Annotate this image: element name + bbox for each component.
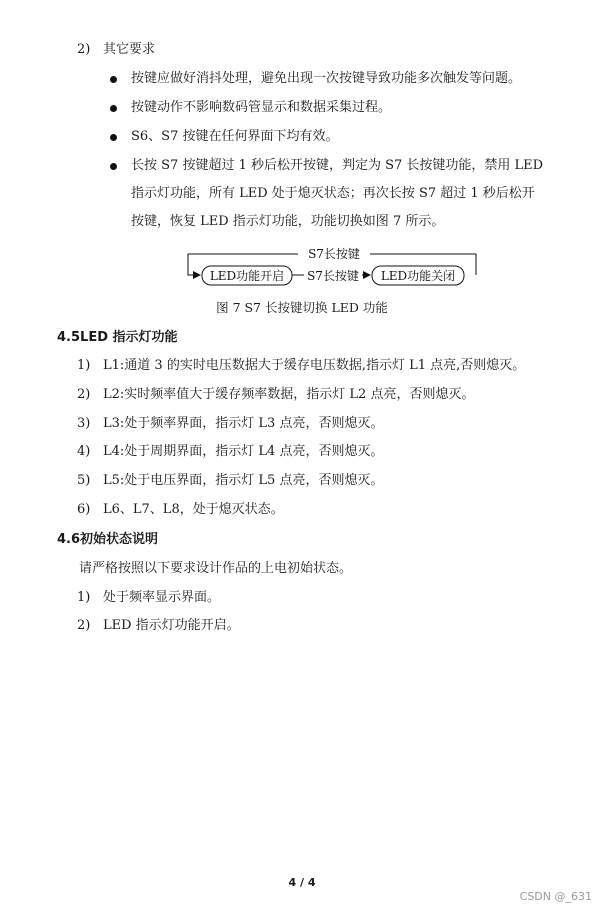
bullet-text: 长按 S7 按键超过 1 秒后松开按键，判定为 S7 长按键功能，禁用 LED — [131, 158, 544, 173]
top-arrow-label: S7长按键 — [308, 247, 360, 261]
middle-arrow-label: S7长按键 — [307, 269, 359, 283]
led-off-state-label: LED功能关闭 — [380, 269, 456, 283]
list-number: 4) — [77, 444, 91, 459]
list-number: 5) — [77, 473, 91, 488]
list-number: 2) — [77, 42, 91, 57]
watermark: CSDN @_631 — [519, 890, 592, 903]
list-item-text: L2:实时频率值大于缓存频率数据，指示灯 L2 点亮，否则熄灭。 — [103, 387, 475, 402]
list-number: 1) — [77, 590, 91, 605]
bullet-text: 按键动作不影响数码管显示和数据采集过程。 — [131, 100, 392, 115]
bullet-dot — [110, 163, 117, 170]
figure-caption: 图 7 S7 长按键切换 LED 功能 — [216, 300, 388, 315]
bullet-text-continued: 指示灯功能，所有 LED 处于熄灭状态；再次长按 S7 超过 1 秒后松开 — [131, 186, 535, 201]
list-item-text: L4:处于周期界面，指示灯 L4 点亮，否则熄灭。 — [103, 444, 384, 459]
section-heading: 4.5LED 指示灯功能 — [57, 330, 178, 345]
subsection-title: 其它要求 — [103, 42, 156, 57]
page-number: 4 / 4 — [288, 876, 316, 889]
bullet-text: 按键应做好消抖处理，避免出现一次按键导致功能多次触发等问题。 — [131, 71, 522, 86]
section-intro: 请严格按照以下要求设计作品的上电初始状态。 — [79, 561, 353, 576]
bullet-text-continued: 按键，恢复 LED 指示灯功能，功能切换如图 7 所示。 — [131, 214, 445, 229]
bullet-dot — [110, 76, 117, 83]
list-number: 3) — [77, 416, 91, 431]
bullet-dot — [110, 105, 117, 112]
list-item-text: L6、L7、L8，处于熄灭状态。 — [103, 502, 284, 517]
bullet-dot — [110, 134, 117, 141]
list-number: 1) — [77, 358, 91, 373]
list-number: 2) — [77, 618, 91, 633]
list-item-text: LED 指示灯功能开启。 — [103, 618, 240, 633]
list-item-text: L3:处于频率界面，指示灯 L3 点亮，否则熄灭。 — [103, 416, 384, 431]
list-number: 6) — [77, 502, 91, 517]
list-item-text: 处于频率显示界面。 — [103, 590, 221, 605]
list-item-text: L5:处于电压界面，指示灯 L5 点亮，否则熄灭。 — [103, 473, 384, 488]
list-number: 2) — [77, 387, 91, 402]
section-heading: 4.6初始状态说明 — [57, 532, 159, 547]
bullet-text: S6、S7 按键在任何界面下均有效。 — [131, 129, 339, 144]
led-on-state-label: LED功能开启 — [209, 269, 285, 283]
led-toggle-diagram — [180, 240, 490, 292]
list-item-text: L1:通道 3 的实时电压数据大于缓存电压数据,指示灯 L1 点亮,否则熄灭。 — [103, 358, 526, 373]
